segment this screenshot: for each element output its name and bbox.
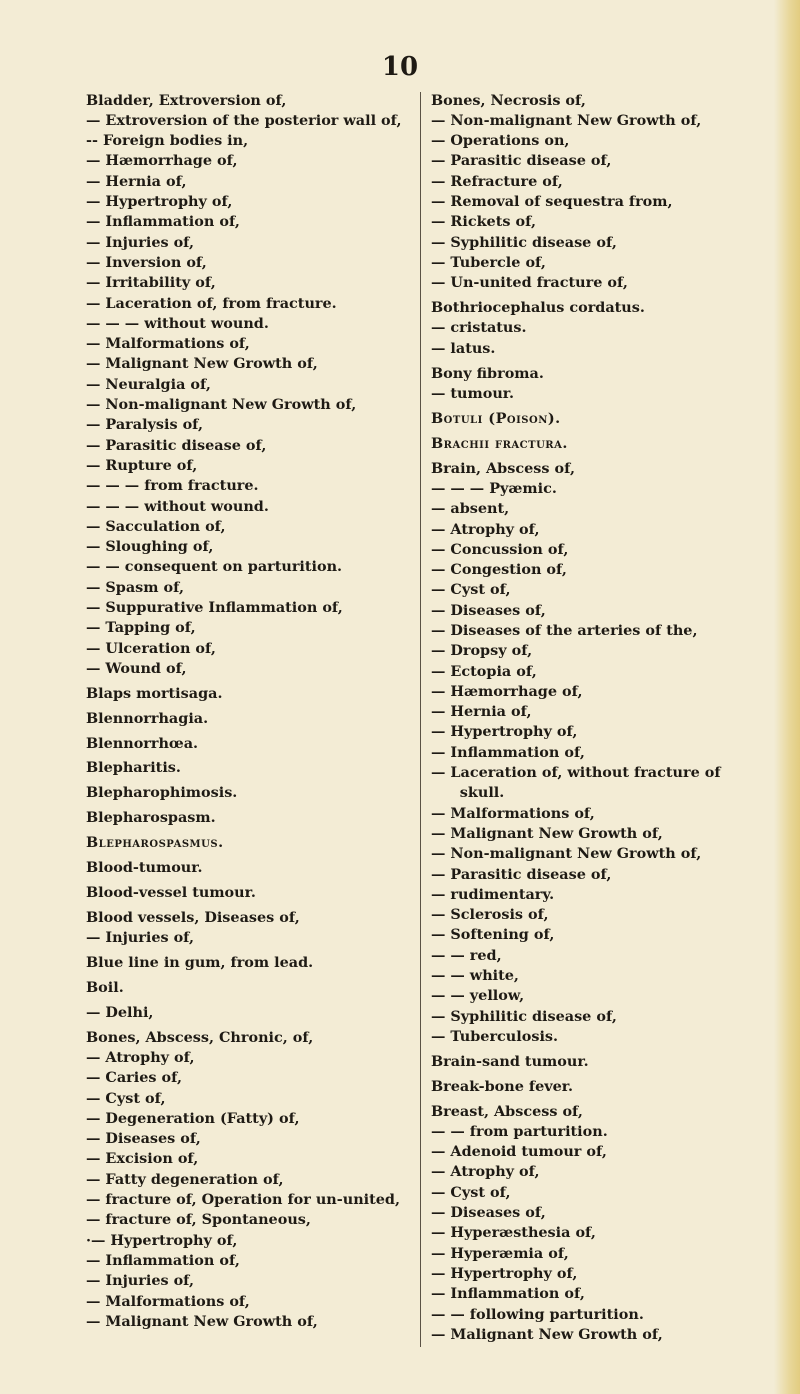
index-subentry: — tumour. [431,384,515,402]
index-heading-entry: Brain-sand tumour. [431,1052,589,1070]
index-heading-entry: Blood-tumour. [86,859,203,877]
index-heading-entry: Brain, Abscess of, [431,459,575,477]
index-subentry: — Tuberculosis. [431,1027,559,1045]
index-heading-entry: Bladder, Extroversion of, [86,91,287,109]
index-subentry: — Excision of, [86,1150,199,1168]
index-subentry: — Malignant New Growth of, [86,355,318,373]
index-subentry: — Un-united fracture of, [431,274,628,292]
index-subentry: — Parasitic disease of, [431,865,612,883]
index-subentry: — Tubercle of, [431,253,546,271]
index-heading-entry: Blepharitis. [86,759,181,777]
index-subentry: — Removal of sequestra from, [431,193,673,211]
index-subentry: — Cyst of, [431,581,511,599]
index-subentry: — Malignant New Growth of, [431,824,663,842]
index-subentry: — — from parturition. [431,1122,608,1140]
index-subentry: — Malignant New Growth of, [86,1312,318,1330]
index-subentry: — Adenoid tumour of, [431,1143,607,1161]
index-subentry: — Malformations of, [86,1292,250,1310]
index-subentry: — Diseases of the arteries of the, [431,621,698,639]
index-heading-entry: Bones, Abscess, Chronic, of, [86,1028,314,1046]
index-subentry: — Degeneration (Fatty) of, [86,1109,300,1127]
index-subentry: — Laceration of, without fracture of skull. [431,764,721,802]
index-subentry: — Suppurative Inflammation of, [86,599,343,617]
index-subentry: — Atrophy of, [86,1048,195,1066]
index-heading-entry: Botuli (Poison). [431,409,561,427]
index-subentry: — fracture of, Operation for un-united, [86,1191,401,1209]
index-heading-entry: Break-bone fever. [431,1077,574,1095]
index-subentry: — Parasitic disease of, [86,436,267,454]
index-subentry: — Inflammation of, [86,213,240,231]
index-subentry: — Fatty degeneration of, [86,1170,284,1188]
index-subentry: — — following parturition. [431,1305,644,1323]
index-heading-entry: Bony fibroma. [431,364,544,382]
index-subentry: — Hæmorrhage of, [431,682,583,700]
index-subentry: — Concussion of, [431,540,569,558]
index-subentry: — Non-malignant New Growth of, [86,396,357,414]
index-column-right [431,86,769,1345]
index-subentry: — Inversion of, [86,253,207,271]
index-subentry: — — white, [431,967,519,985]
index-subentry: — Refracture of, [431,172,563,190]
index-subentry: — Irritability of, [86,274,216,292]
index-subentry: — Malformations of, [86,335,250,353]
index-subentry: — — — from fracture. [86,477,259,495]
index-heading-entry: Bothriocephalus cordatus. [431,299,645,317]
index-subentry: — Inflammation of, [86,1251,240,1269]
index-subentry: — Atrophy of, [431,1163,540,1181]
index-subentry: — Hernia of, [86,172,187,190]
index-subentry: -- Foreign bodies in, [86,132,249,150]
index-subentry: — Hernia of, [431,703,532,721]
index-heading-entry: Boil. [86,978,124,996]
index-subentry: — Hypertrophy of, [86,193,233,211]
index-heading-entry: Blepharospasmus. [86,834,224,852]
index-subentry: — Malignant New Growth of, [431,1325,663,1343]
index-heading-entry: Blaps mortisaga. [86,684,223,702]
index-subentry: — Caries of, [86,1069,182,1087]
index-subentry: — absent, [431,500,510,518]
index-subentry: — Rupture of, [86,456,198,474]
index-subentry: — Atrophy of, [431,520,540,538]
index-subentry: — Softening of, [431,926,555,944]
index-subentry: — Extroversion of the posterior wall of, [86,111,402,129]
index-subentry: — Sloughing of, [86,538,214,556]
index-subentry: — Hæmorrhage of, [86,152,238,170]
index-subentry: — Syphilitic disease of, [431,1007,617,1025]
index-subentry: — — consequent on parturition. [86,558,343,576]
index-subentry: — Hypertrophy of, [431,723,578,741]
index-subentry: — Malformations of, [431,804,595,822]
index-subentry: — Inflammation of, [431,743,585,761]
column-divider [420,92,421,1347]
index-subentry: — Ulceration of, [86,639,216,657]
index-subentry: ·— Hypertrophy of, [86,1231,238,1249]
index-subentry: — Neuralgia of, [86,375,211,393]
index-subentry: — Spasm of, [86,578,185,596]
index-heading-entry: Blood-vessel tumour. [86,883,256,901]
index-subentry: — Operations on, [431,132,570,150]
index-subentry: — Non-malignant New Growth of, [431,111,702,129]
index-subentry: — latus. [431,339,496,357]
index-heading-entry: Blennorrhœa. [86,734,199,752]
index-heading-entry: Blue line in gum, from lead. [86,954,314,971]
index-subentry: — Tapping of, [86,619,196,637]
index-column-left [86,86,414,1332]
index-subentry: — Parasitic disease of, [431,152,612,170]
index-subentry: — Hypertrophy of, [431,1264,578,1282]
index-subentry: — Cyst of, [431,1183,511,1201]
index-subentry: — Inflammation of, [431,1285,585,1303]
index-heading-entry: Blennorrhagia. [86,709,209,727]
index-subentry: — — — Pyæmic. [431,479,557,497]
index-subentry: — Hyperæmia of, [431,1244,569,1262]
index-subentry: — Cyst of, [86,1089,166,1107]
index-heading-entry: Brachii fractura. [431,434,568,452]
index-heading-entry: Bones, Necrosis of, [431,91,586,109]
index-subentry: — Congestion of, [431,561,567,579]
index-subentry: — — — without wound. [86,497,269,515]
index-subentry: — Injuries of, [86,929,195,947]
index-subentry: — Paralysis of, [86,416,204,434]
index-subentry: — — — without wound. [86,314,269,332]
index-subentry: — Ectopia of, [431,662,537,680]
index-subentry: — rudimentary. [431,885,555,903]
index-subentry: — Diseases of, [431,601,546,619]
index-subentry: — Syphilitic disease of, [431,233,617,251]
index-heading-entry: Blepharophimosis. [86,784,238,802]
index-subentry: — Injuries of, [86,1272,195,1290]
index-subentry: — Non-malignant New Growth of, [431,845,702,863]
index-subentry: — Diseases of, [86,1130,201,1148]
index-heading-entry: Blood vessels, Diseases of, [86,908,300,926]
page-edge-shading [774,0,800,1394]
index-subentry: — Rickets of, [431,213,536,231]
index-subentry: — Sclerosis of, [431,906,549,924]
index-heading-entry: Breast, Abscess of, [431,1102,583,1120]
index-heading-entry: — Delhi, [86,1003,154,1021]
index-subentry: — Injuries of, [86,233,195,251]
index-subentry: — Diseases of, [431,1204,546,1222]
index-subentry: — fracture of, Spontaneous, [86,1211,311,1229]
index-subentry: — Hyperæsthesia of, [431,1224,596,1242]
page-number: 10 [381,52,419,82]
index-subentry: — — yellow, [431,987,525,1005]
index-heading-entry: Blepharospasm. [86,809,216,827]
index-subentry: — Wound of, [86,659,187,677]
index-subentry: — — red, [431,946,502,964]
index-subentry: — Laceration of, from fracture. [86,294,337,312]
index-subentry: — Dropsy of, [431,642,533,660]
index-subentry: — cristatus. [431,319,527,337]
index-subentry: — Sacculation of, [86,517,226,535]
